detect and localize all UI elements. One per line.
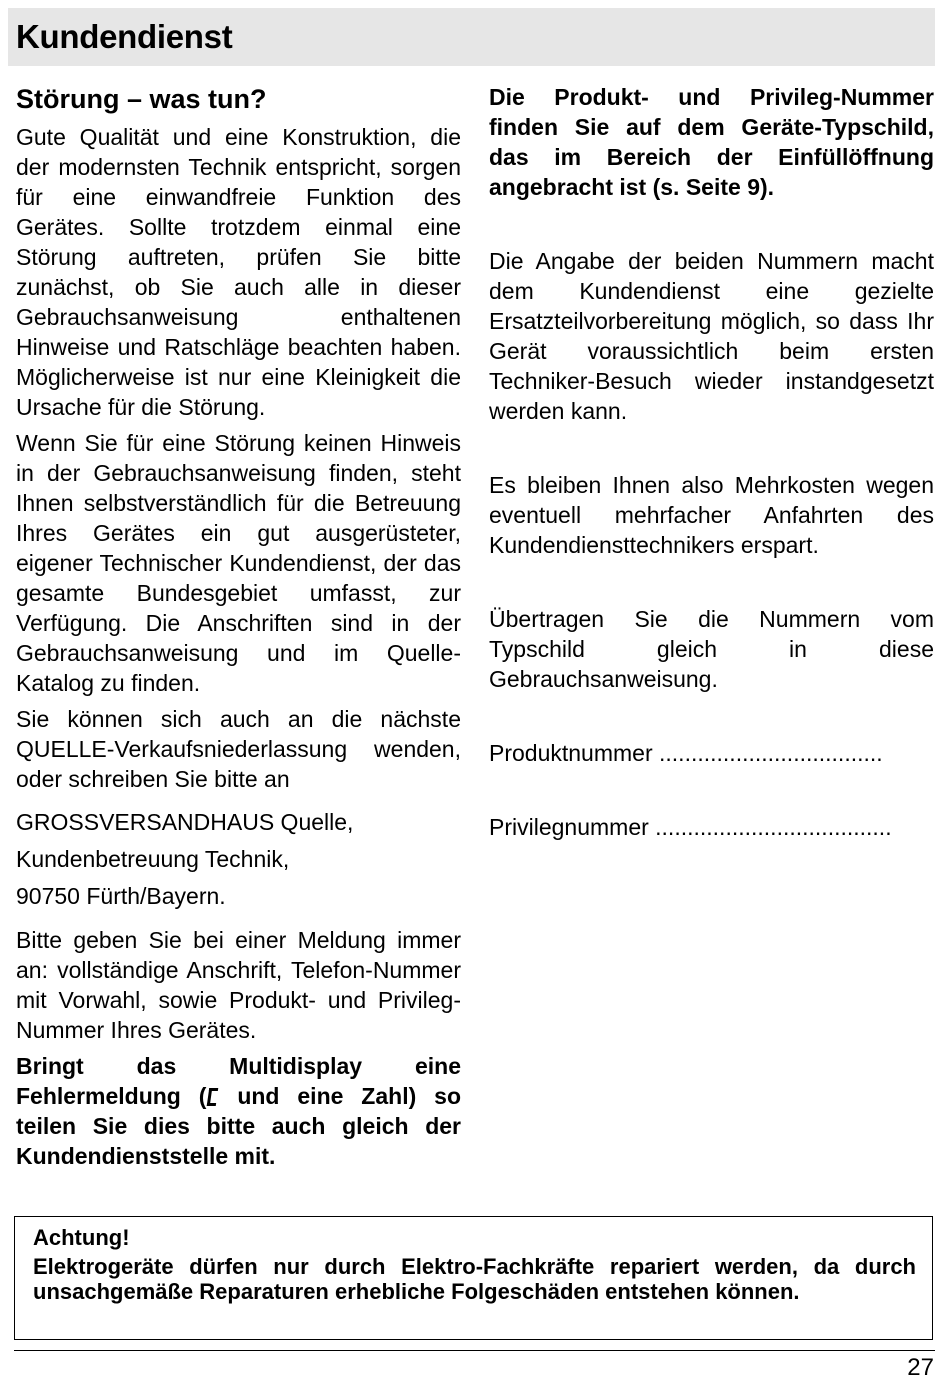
report-info-paragraph: Bitte geben Sie bei einer Meldung immer an: vollständige Anschrift, Telefon-Nummer mit Vorwahl, sowie Produkt- und Privileg-Nummer Ihres Gerätes. [16, 927, 461, 1043]
left-column [16, 82, 461, 1171]
warning-title: Achtung! [33, 1225, 130, 1250]
error-code-icon [207, 1088, 219, 1106]
error-text-before: Bringt das Multidisplay eine Fehlermeldung ( [16, 1053, 461, 1109]
error-display-paragraph [16, 1051, 461, 1171]
warning-text: Elektrogeräte dürfen nur durch Elektro-Fachkräfte repariert werden, da durch unsachgemäße Reparaturen erhebliche Folgeschäden entstehen können. [33, 1254, 916, 1304]
page-title: Kundendienst [16, 18, 233, 55]
address-line-2: Kundenbetreuung Technik, [16, 846, 290, 872]
numbers-benefit-paragraph: Die Angabe der beiden Nummern macht dem Kundendienst eine gezielte Ersatzteilvorbereitung möglich, so dass Ihr Gerät voraussichtlich beim ersten Techniker-Besuch wieder instandgesetzt werden kann. [489, 248, 934, 424]
address-line-3: 90750 Fürth/Bayern. [16, 883, 226, 909]
page-number: 27 [907, 1354, 934, 1381]
contact-paragraph: Sie können sich auch an die nächste QUELLE-Verkaufsniederlassung wenden, oder schreiben Sie bitte an [16, 706, 461, 792]
transfer-numbers-paragraph: Übertragen Sie die Nummern vom Typschild gleich in diese Gebrauchsanweisung. [489, 606, 934, 692]
footer-divider [14, 1350, 935, 1351]
right-column [489, 82, 934, 842]
product-number-line: Produktnummer ................................... [489, 740, 883, 766]
section-heading: Störung – was tun? [16, 84, 267, 114]
header-bar [8, 8, 935, 66]
type-plate-paragraph: Die Produkt- und Privileg-Nummer finden Sie auf dem Geräte-Typschild, das im Bereich der Einfüllöffnung angebracht ist (s. Seite 9). [489, 84, 934, 200]
warning-box [14, 1216, 933, 1340]
privileg-number-line: Privilegnummer ..................................... [489, 814, 892, 840]
error-text-after: und eine Zahl) so teilen Sie dies bitte auch gleich der Kundendienststelle mit. [16, 1083, 461, 1169]
intro-paragraph: Gute Qualität und eine Konstruktion, die der modernsten Technik entspricht, sorgen für eine einwandfreie Funktion des Gerätes. Sollte trotzdem einmal eine Störung auftreten, prüfen Sie bitte zunächst, ob Sie auch alle in dieser Gebrauchsanweisung enthaltenen Hinweise und Ratschläge beachten haben. Möglicherweise ist nur eine Kleinigkeit die Ursache für die Störung. [16, 124, 461, 420]
address-line-1: GROSSVERSANDHAUS Quelle, [16, 809, 354, 835]
cost-saving-paragraph: Es bleiben Ihnen also Mehrkosten wegen eventuell mehrfacher Anfahrten des Kundendiensttechnikers erspart. [489, 472, 934, 558]
postal-address [16, 804, 461, 915]
no-hint-paragraph: Wenn Sie für eine Störung keinen Hinweis in der Gebrauchsanweisung finden, steht Ihnen selbstverständlich für die Betreuung Ihres Gerätes ein gut ausgerüsteter, eigener Technischer Kundendienst, der das gesamte Bundesgebiet umfasst, zur Verfügung. Die Anschriften sind in der Gebrauchsanweisung und im Quelle-Katalog zu finden. [16, 430, 461, 696]
